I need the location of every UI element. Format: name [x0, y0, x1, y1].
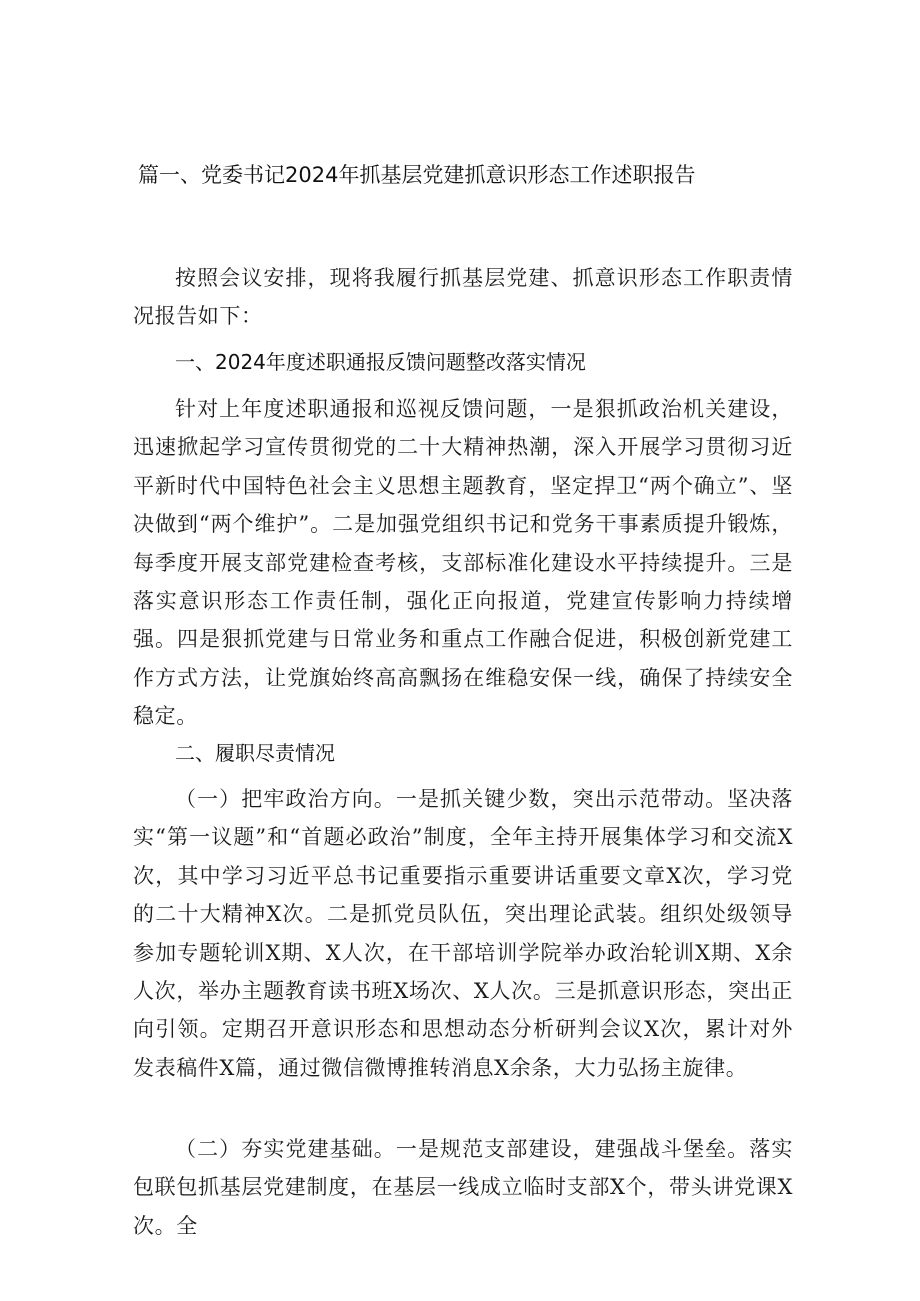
section2-block-2: [133, 1130, 793, 1245]
section2-block-1: [133, 780, 793, 1087]
section1-paragraph: 针对上年度述职通报和巡视反馈问题，一是狠抓政治机关建设，迅速掀起学习宣传贯彻党的二十大精神热潮，深入开展学习贯彻习近平新时代中国特色社会主义思想主题教育，坚定捍卫“两个确立”、坚决做到“两个维护”。二是加强党组织书记和党务干事素质提升锻炼，每季度开展支部党建检查考核，支部标准化建设水平持续提升。三是落实意识形态工作责任制，强化正向报道，党建宣传影响力持续增强。四是狠抓党建与日常业务和重点工作融合促进，积极创新党建工作方式方法，让党旗始终高高飘扬在维稳安保一线，确保了持续安全稳定。: [133, 397, 793, 729]
section2-heading: 二、履职尽责情况: [175, 741, 335, 765]
intro-paragraph: 按照会议安排，现将我履行抓基层党建、抓意识形态工作职责情况报告如下：: [133, 266, 793, 329]
section2-paragraph-1: （一）把牢政治方向。一是抓关键少数，突出示范带动。坚决落实“第一议题”和“首题必政治”制度，全年主持开展集体学习和交流X次，其中学习习近平总书记重要指示重要讲话重要文章X次，学习党的二十大精神X次。二是抓党员队伍，突出理论武装。组织处级领导参加专题轮训X期、X人次，在干部培训学院举办政治轮训X期、X余人次，举办主题教育读书班X场次、X人次。三是抓意识形态，突出正向引领。定期召开意识形态和思想动态分析研判会议X次，累计对外发表稿件X篇，通过微信微博推转消息X余条，大力弘扬主旋律。: [133, 787, 793, 1080]
document-title: 篇一、党委书记2024年抓基层党建抓意识形态工作述职报告: [138, 163, 696, 187]
section2-paragraph-2: （二）夯实党建基础。一是规范支部建设，建强战斗堡垒。落实包联包抓基层党建制度，在基层一线成立临时支部X个，带头讲党课X次。全: [133, 1137, 793, 1238]
intro-block: [133, 259, 793, 336]
section1-heading: 一、2024年度述职通报反馈问题整改落实情况: [175, 350, 586, 374]
section1-block: [133, 390, 793, 736]
